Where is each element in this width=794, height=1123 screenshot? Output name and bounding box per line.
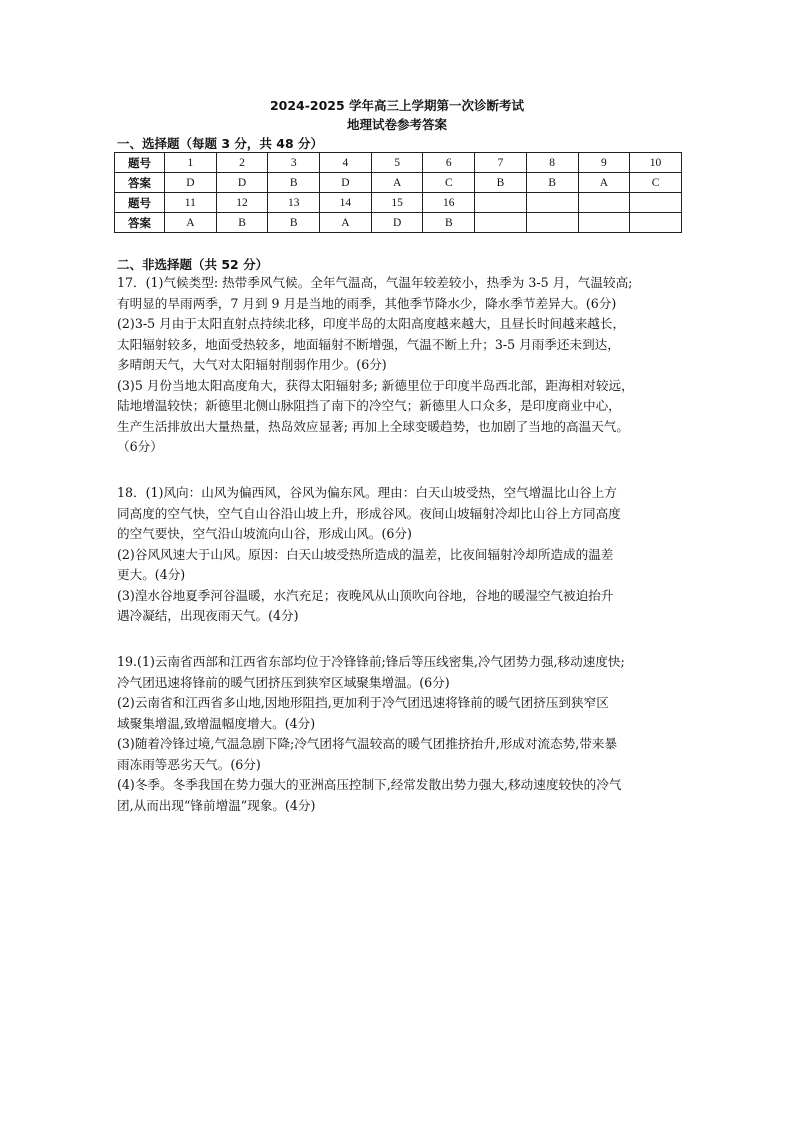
answer-line: 同高度的空气快，空气自山谷沿山坡上升，形成谷风。夜间山坡辐射冷却比山谷上方同高度	[117, 505, 621, 521]
answer-line: (3)随着冷锋过境,气温急剧下降;冷气团将气温较高的暖气团推挤抬升,形成对流态势,带来暴	[117, 736, 618, 751]
answer-line: 域聚集增温,致增温幅度增大。(4分)	[117, 715, 316, 731]
answer-table-body	[115, 153, 682, 233]
table-cell: A	[578, 173, 630, 193]
answer-line: (2)谷风风速大于山风。原因：白天山坡受热所造成的温差，比夜间辐射冷却所造成的温差	[117, 546, 614, 562]
table-cell: A	[320, 213, 372, 233]
table-cell: A	[165, 213, 217, 233]
table-cell	[475, 213, 527, 233]
table-cell	[578, 193, 630, 213]
question-17-answer	[117, 273, 689, 458]
answer-line: (4)冬季。冬季我国在势力强大的亚洲高压控制下,经常发散出势力强大,移动速度较快的冷气	[117, 777, 622, 792]
answer-line: (2)3-5 月由于太阳直射点持续北移，印度半岛的太阳高度越来越大，且昼长时间越来越长，	[117, 316, 626, 331]
table-cell: 5	[371, 153, 423, 173]
question-19-answer	[117, 652, 689, 816]
table-cell: 6	[423, 153, 475, 173]
answer-line: 冷气团迅速将锋前的暖气团挤压到狭窄区域聚集增温。(6分)	[117, 674, 450, 690]
table-cell: D	[216, 173, 268, 193]
answer-line: 的空气要快，空气沿山坡流向山谷，形成山风。(6分)	[117, 526, 412, 541]
table-cell: 1	[165, 153, 217, 173]
document-title: 2024-2025 学年高三上学期第一次诊断考试	[269, 98, 525, 113]
table-cell: 8	[526, 153, 578, 173]
row-label: 题号	[115, 153, 165, 173]
answer-line: 生产生活排放出大量热量，热岛效应显著; 再加上全球变暖趋势，也加剧了当地的高温天气。	[117, 418, 629, 434]
answer-line: 更大。(4分)	[117, 567, 186, 582]
table-cell: 10	[630, 153, 682, 173]
answer-table-row	[115, 193, 682, 213]
answer-table-row	[115, 153, 682, 173]
answer-line: 陆地增温较快；新德里北侧山脉阻挡了南下的冷空气；新德里人口众多，是印度商业中心，	[117, 398, 621, 413]
table-cell: B	[268, 213, 320, 233]
table-cell: 11	[165, 193, 217, 213]
answer-line: 多晴朗天气，大气对太阳辐射削弱作用少。(6分)	[117, 357, 387, 372]
answer-table-row	[115, 213, 682, 233]
table-cell: D	[320, 173, 372, 193]
table-cell: 13	[268, 193, 320, 213]
table-cell	[578, 213, 630, 233]
answer-line: (2)云南省和江西省多山地,因地形阻挡,更加利于冷气团迅速将锋前的暖气团挤压到狭窄区	[117, 695, 609, 710]
answer-line: （6分）	[117, 439, 163, 454]
table-cell: 12	[216, 193, 268, 213]
table-cell: 14	[320, 193, 372, 213]
table-cell	[526, 213, 578, 233]
answer-line: 有明显的旱雨两季，7 月到 9 月是当地的雨季，其他季节降水少，降水季节差异大。(6分)	[117, 295, 617, 311]
answer-line: (3)5 月份当地太阳高度角大，获得太阳辐射多; 新德里位于印度半岛西北部，距海相对较远，	[117, 377, 634, 393]
answer-line: 17．(1)气候类型: 热带季风气候。全年气温高，气温年较差较小，热季为 3-5 月，气温较高;	[117, 275, 633, 290]
table-cell	[630, 193, 682, 213]
section2-heading: 二、非选择题（共 52 分）	[117, 257, 269, 272]
question-18-answer	[117, 483, 689, 627]
row-label: 题号	[115, 193, 165, 213]
table-cell: 2	[216, 153, 268, 173]
table-cell: B	[526, 173, 578, 193]
table-cell: 9	[578, 153, 630, 173]
answer-table	[114, 152, 682, 233]
answer-line: 19.(1)云南省西部和江西省东部均位于冷锋锋前;锋后等压线密集,冷气团势力强,移动速度快;	[117, 654, 625, 669]
table-cell: 3	[268, 153, 320, 173]
table-cell: B	[268, 173, 320, 193]
table-cell: 7	[475, 153, 527, 173]
document-subtitle: 地理试卷参考答案	[346, 117, 447, 132]
table-cell: D	[371, 213, 423, 233]
section1-heading: 一、选择题（每题 3 分，共 48 分）	[117, 136, 324, 151]
answer-line: 18．(1)风向：山风为偏西风，谷风为偏东风。理由：白天山坡受热，空气增温比山谷上方	[117, 485, 617, 500]
table-cell: 4	[320, 153, 372, 173]
answer-line: (3)湟水谷地夏季河谷温暖，水汽充足；夜晚风从山顶吹向谷地，谷地的暖湿空气被迫抬升	[117, 587, 614, 603]
answer-line: 遇冷凝结，出现夜雨天气。(4分)	[117, 608, 299, 623]
table-cell: 15	[371, 193, 423, 213]
table-cell: C	[423, 173, 475, 193]
row-label: 答案	[115, 213, 165, 233]
answer-line: 团,从而出现“锋前增温”现象。(4分)	[117, 797, 316, 813]
table-cell: B	[423, 213, 475, 233]
answer-table-row	[115, 173, 682, 193]
row-label: 答案	[115, 173, 165, 193]
table-cell	[526, 193, 578, 213]
table-cell	[475, 193, 527, 213]
table-cell: 16	[423, 193, 475, 213]
answer-line: 雨冻雨等恶劣天气。(6分)	[117, 756, 261, 772]
table-cell: B	[475, 173, 527, 193]
table-cell: C	[630, 173, 682, 193]
table-cell	[630, 213, 682, 233]
table-cell: B	[216, 213, 268, 233]
table-cell: D	[165, 173, 217, 193]
table-cell: A	[371, 173, 423, 193]
answer-line: 太阳辐射较多，地面受热较多，地面辐射不断增强，气温不断上升；3-5 月雨季还未到达，	[117, 336, 620, 352]
